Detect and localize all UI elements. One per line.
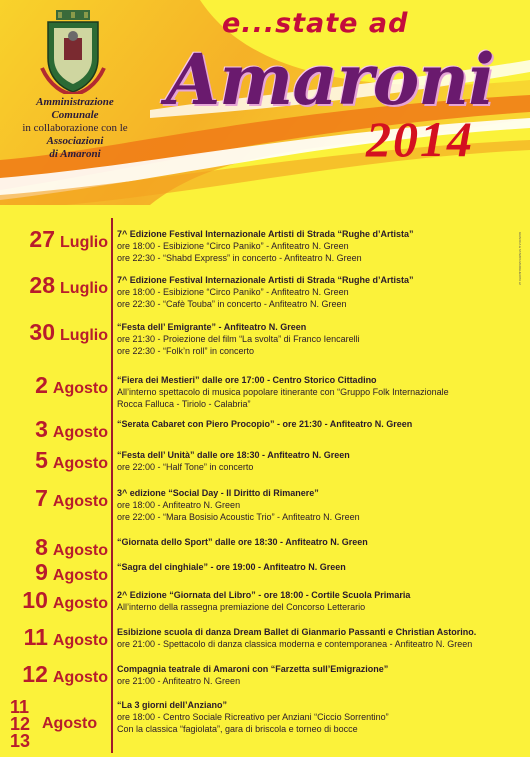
event-title: 7^ Edizione Festival Internazionale Artisti di Strada “Rughe d’Artista” xyxy=(117,275,414,285)
event-title: “Fiera dei Mestieri” dalle ore 17:00 - Centro Storico Cittadino xyxy=(117,375,377,385)
date-day: 7 xyxy=(35,485,48,511)
organizer-credit-line: Associazioni xyxy=(46,135,104,147)
date-month: Agosto xyxy=(52,632,108,649)
date-day: 28 xyxy=(29,272,56,298)
date-day: 5 xyxy=(35,447,48,473)
date-day: 10 xyxy=(22,587,48,613)
event-description xyxy=(117,536,522,548)
event-title: “Sagra del cinghiale” - ore 19:00 - Anfiteatro N. Green xyxy=(117,562,346,572)
event-title: “La 3 giorni dell’Anziano” xyxy=(117,700,228,710)
date-month: Agosto xyxy=(52,595,108,612)
event-date xyxy=(22,661,108,688)
date-month: Agosto xyxy=(52,542,108,559)
date-day: 13 xyxy=(10,731,31,751)
event-date xyxy=(29,226,108,253)
date-month: Luglio xyxy=(60,234,108,251)
printer-credit: GRAFICA & STAMPA MARGHERITA srl xyxy=(518,232,522,286)
festival-title-prefix: e...state ad xyxy=(222,8,409,39)
event-description xyxy=(117,589,522,613)
date-day: 11 xyxy=(10,697,30,717)
date-month: Agosto xyxy=(52,567,108,584)
event-date xyxy=(29,272,108,299)
date-day: 9 xyxy=(35,559,48,585)
event-date xyxy=(29,319,108,346)
date-month: Agosto xyxy=(52,424,108,441)
event-detail: ore 22:30 - “Shabd Express” in concerto - Anfiteatro N. Green xyxy=(117,253,362,263)
event-date xyxy=(35,447,108,474)
festival-title-town: Amaroni xyxy=(166,38,494,121)
date-day: 12 xyxy=(10,714,31,734)
event-description xyxy=(117,487,522,523)
event-detail: ore 22:30 - “Folk’n roll” in concerto xyxy=(117,346,255,356)
event-date xyxy=(35,485,108,512)
date-day: 2 xyxy=(35,372,48,398)
event-detail: ore 22:30 - “Cafè Touba” in concerto - Anfiteatro N. Green xyxy=(117,299,347,309)
event-date xyxy=(24,624,108,651)
event-detail: ore 22:00 - “Mara Bosisio Acoustic Trio” - Anfiteatro N. Green xyxy=(117,512,360,522)
date-month: Agosto xyxy=(42,715,98,732)
event-detail: ore 22:00 - “Half Tone” in concerto xyxy=(117,462,254,472)
organizer-credit-line: Amministrazione xyxy=(36,96,114,108)
event-title: “Festa dell’ Unità” dalle ore 18:30 - Anfiteatro N. Green xyxy=(117,450,350,460)
event-detail: ore 18:00 - Esibizione “Circo Paniko” - Anfiteatro N. Green xyxy=(117,287,349,297)
event-date xyxy=(35,559,108,586)
date-day: 30 xyxy=(29,319,56,345)
event-detail: ore 18:00 - Centro Sociale Ricreativo per Anziani “Ciccio Sorrentino” xyxy=(117,712,389,722)
event-detail: ore 18:00 - Anfiteatro N. Green xyxy=(117,500,241,510)
multi-day-date xyxy=(10,698,110,754)
event-detail: All’interno spettacolo di musica popolare itinerante con “Gruppo Folk Internazionale xyxy=(117,387,449,397)
event-description xyxy=(117,561,522,573)
event-title: 2^ Edizione “Giornata del Libro” - ore 18:00 - Cortile Scuola Primaria xyxy=(117,590,411,600)
event-description xyxy=(117,321,522,357)
date-month: Agosto xyxy=(52,380,108,397)
event-detail: ore 21:00 - Anfiteatro N. Green xyxy=(117,676,241,686)
date-month: Agosto xyxy=(52,493,108,510)
date-day: 11 xyxy=(23,624,48,650)
date-month: Agosto xyxy=(52,455,108,472)
event-description xyxy=(117,418,522,430)
organizer-credit-line: Comunale xyxy=(51,109,99,121)
event-title: Compagnia teatrale di Amaroni con “Farzetta sull’Emigrazione” xyxy=(117,664,389,674)
date-month: Luglio xyxy=(60,327,108,344)
event-detail: Rocca Falluca - Tiriolo - Calabria” xyxy=(117,399,251,409)
event-detail: ore 21:00 - Spettacolo di danza classica moderna e contemporanea - Anfiteatro N. Green xyxy=(117,639,473,649)
date-day: 12 xyxy=(22,661,48,687)
date-day: 27 xyxy=(29,226,56,252)
event-description xyxy=(117,228,522,264)
date-day: 3 xyxy=(35,416,48,442)
event-title: 7^ Edizione Festival Internazionale Artisti di Strada “Rughe d’Artista” xyxy=(117,229,414,239)
event-date xyxy=(35,372,108,399)
event-detail: Con la classica “fagiolata”, gara di briscola e torneo di bocce xyxy=(117,724,358,734)
event-date xyxy=(35,416,108,443)
event-detail: All’interno della rassegna premiazione del Concorso Letterario xyxy=(117,602,366,612)
event-title: “Festa dell’ Emigrante” - Anfiteatro N. Green xyxy=(117,322,307,332)
event-description xyxy=(117,663,522,687)
festival-year: 2014 xyxy=(366,111,474,167)
event-description xyxy=(117,626,522,650)
event-date xyxy=(22,587,108,614)
organizer-credit-line: di Amaroni xyxy=(49,148,101,160)
event-title: 3^ edizione “Social Day - Il Diritto di Rimanere” xyxy=(117,488,319,498)
event-title: “Giornata dello Sport” dalle ore 18:30 - Anfiteatro N. Green xyxy=(117,537,368,547)
event-title: Esibizione scuola di danza Dream Ballet di Gianmario Passanti e Christian Astorino. xyxy=(117,627,477,637)
event-detail: ore 21:30 - Proiezione del film “La svolta” di Franco Iencarelli xyxy=(117,334,360,344)
event-date xyxy=(35,534,108,561)
date-day: 8 xyxy=(35,534,48,560)
date-month: Agosto xyxy=(52,669,108,686)
event-description xyxy=(117,699,522,735)
organizer-credit xyxy=(6,96,144,161)
event-description xyxy=(117,374,522,410)
schedule-divider xyxy=(111,218,113,753)
municipal-crest-icon xyxy=(40,8,106,94)
organizer-credit-line: in collaborazione con le xyxy=(22,122,128,134)
date-month: Luglio xyxy=(60,280,108,297)
event-description xyxy=(117,449,522,473)
event-detail: ore 18:00 - Esibizione “Circo Paniko” - Anfiteatro N. Green xyxy=(117,241,349,251)
event-title: “Serata Cabaret con Piero Procopio” - ore 21:30 - Anfiteatro N. Green xyxy=(117,419,413,429)
event-description xyxy=(117,274,522,310)
